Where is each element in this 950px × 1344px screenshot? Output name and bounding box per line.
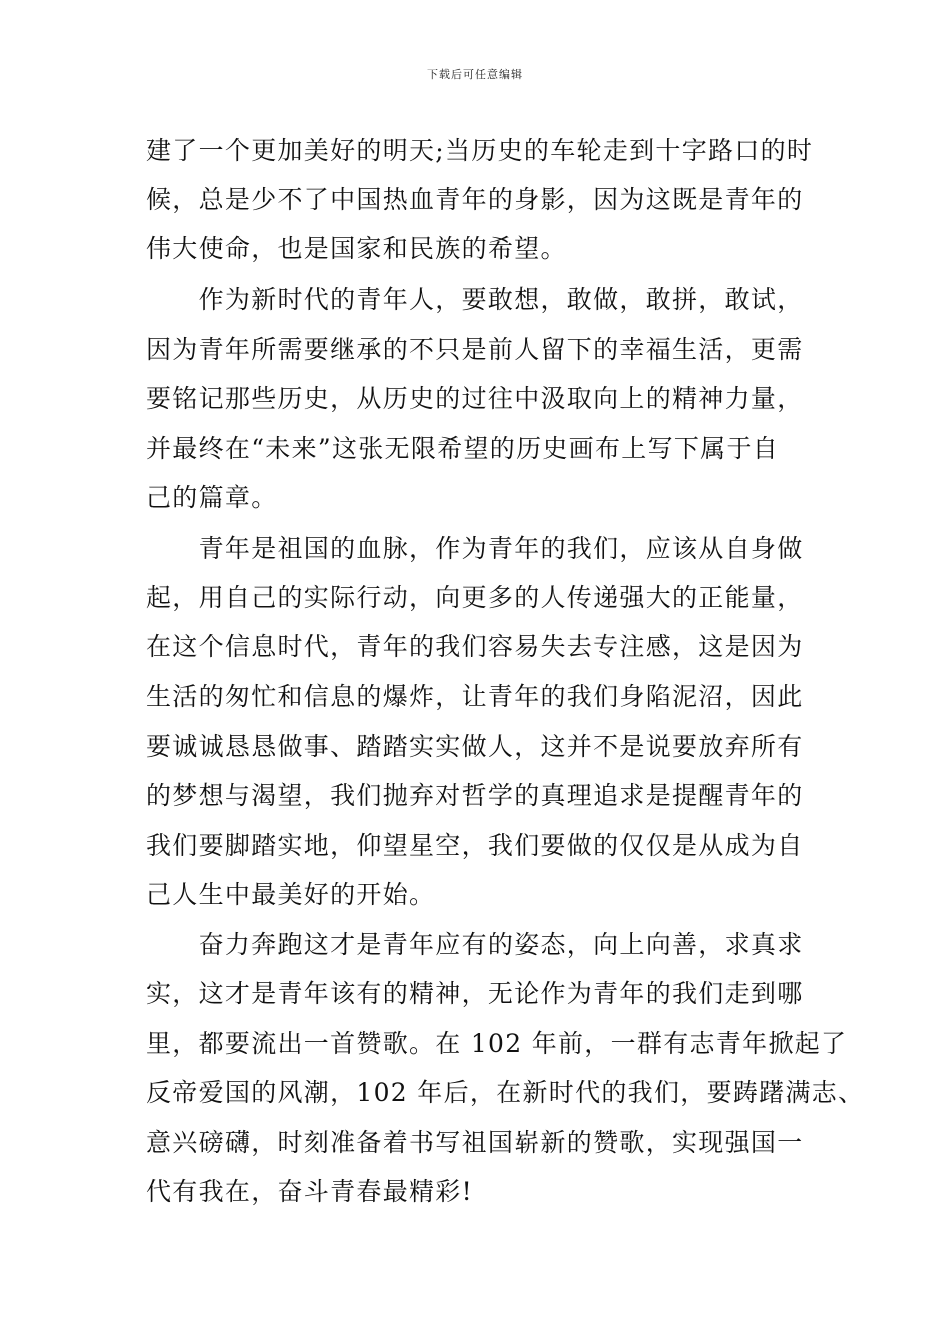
body-line: 在这个信息时代，青年的我们容易失去专注感，这是因为 bbox=[146, 632, 804, 661]
body-line: 己人生中最美好的开始。 bbox=[146, 880, 436, 909]
page-header: 下载后可任意编辑 bbox=[427, 68, 523, 81]
body-line: 候，总是少不了中国热血青年的身影，因为这既是青年的 bbox=[146, 185, 804, 214]
body-line: 己的篇章。 bbox=[146, 483, 278, 512]
body-line: 作为新时代的青年人，要敢想，敢做，敢拼，敢试， bbox=[146, 285, 804, 314]
body-line: 里，都要流出一首赞歌。在 102 年前，一群有志青年掀起了 bbox=[146, 1029, 848, 1058]
body-line: 反帝爱国的风潮，102 年后，在新时代的我们，要踌躇满志、 bbox=[146, 1078, 865, 1107]
body-line: 要诚诚恳恳做事、踏踏实实做人，这并不是说要放弃所有 bbox=[146, 732, 804, 761]
body-line: 实，这才是青年该有的精神，无论作为青年的我们走到哪 bbox=[146, 979, 804, 1008]
body-line: 我们要脚踏实地，仰望星空，我们要做的仅仅是从成为自 bbox=[146, 831, 804, 860]
body-line: 代有我在，奋斗青春最精彩! bbox=[146, 1177, 473, 1206]
body-line: 伟大使命，也是国家和民族的希望。 bbox=[146, 234, 567, 263]
body-line: 意兴磅礴，时刻准备着书写祖国崭新的赞歌，实现强国一 bbox=[146, 1128, 804, 1157]
body-line: 要铭记那些历史，从历史的过往中汲取向上的精神力量， bbox=[146, 384, 804, 413]
body-line: 青年是祖国的血脉，作为青年的我们，应该从自身做 bbox=[146, 534, 804, 563]
body-line: 并最终在“未来”这张无限希望的历史画布上写下属于自 bbox=[146, 434, 780, 463]
body-line: 奋力奔跑这才是青年应有的姿态，向上向善，求真求 bbox=[146, 930, 804, 959]
body-line: 因为青年所需要继承的不只是前人留下的幸福生活，更需 bbox=[146, 335, 804, 364]
body-line: 建了一个更加美好的明天;当历史的车轮走到十字路口的时 bbox=[146, 136, 814, 165]
body-line: 生活的匆忙和信息的爆炸，让青年的我们身陷泥沼，因此 bbox=[146, 682, 804, 711]
body-line: 起，用自己的实际行动，向更多的人传递强大的正能量， bbox=[146, 583, 804, 612]
body-line: 的梦想与渴望，我们抛弃对哲学的真理追求是提醒青年的 bbox=[146, 781, 804, 810]
